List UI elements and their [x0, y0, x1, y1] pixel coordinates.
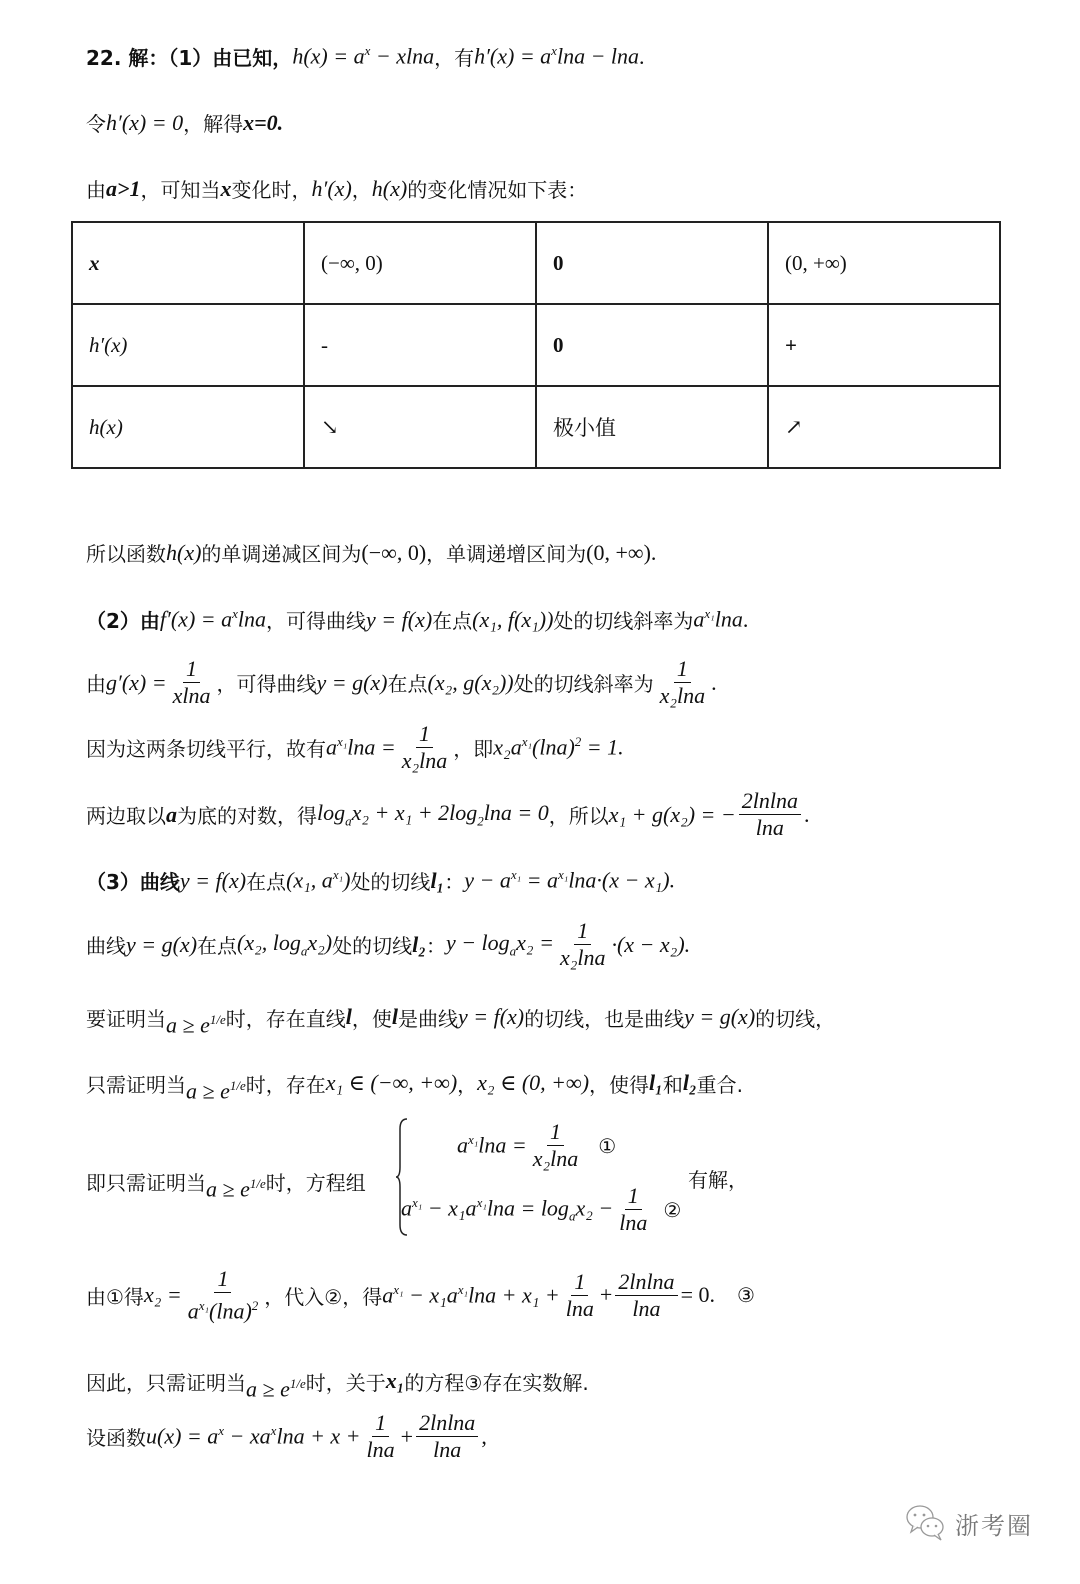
part3-line3: 要证明当 $a \ge e^{1/e}$ 时，存在直线 l ，使 l 是曲线 y = f(x) 的切线，也是曲线 y = g(x) 的切线，	[86, 1004, 836, 1038]
equation-system	[395, 1117, 685, 1237]
condition-expr: $a \ge e^{1/e}$	[246, 1376, 306, 1402]
part2-line3: 因为这两条切线平行，故有 $a^{x_1}\ln a$ = $\frac{1}{\text{x₂lna}}$ ，即 $x_2a^{x_1}(\ln a)^2 = 1$.	[86, 721, 624, 773]
table-row-derivative	[72, 304, 1000, 386]
fraction: $\frac{2lnlna}{\ln a}$	[416, 1410, 478, 1463]
solution-header-line: 22. 解：（1）由已知， $h(x) = a^x - xlna$ ，有 $h'(x) = a^x\ln a - \ln a$ .	[86, 43, 645, 70]
table-intro-line: 由 a>1 ，可知当 x 变化时， h′(x) ， h(x) 的变化情况如下表：	[86, 175, 588, 202]
equation-1: $a^{x_1}\ln a$ = $\frac{1}{\text{x₂lna}}$ ①	[457, 1119, 617, 1171]
h-definition: $h(x) = a^x - xlna$	[292, 43, 435, 69]
fraction: $\frac{2lnlna}{\ln a}$	[739, 788, 801, 841]
fraction: $\frac{1}{\ln a}$	[565, 1268, 594, 1321]
part3-line7: 因此，只需证明当 $a \ge e^{1/e}$ 时，关于 x₁ 的方程③存在实数解.	[86, 1368, 589, 1402]
fraction: $\frac{1}{xlna}$	[172, 656, 211, 708]
h-derivative: $h'(x) = a^x\ln a - \ln a$	[474, 43, 640, 69]
condition-expr: $a \ge e^{1/e}$	[166, 1012, 226, 1038]
watermark-text: 浙考圈	[955, 1511, 1033, 1540]
table-cell: x	[72, 222, 304, 304]
table-row-x	[72, 222, 1000, 304]
table-cell: +	[768, 304, 1000, 386]
fraction: $\frac{1}{\ln a}$	[366, 1410, 395, 1462]
part3-line2: 曲线 y = g(x) 在点 (x₂, $\log_ax_2$) 处的切线 l₂ ： $y - \log_ax_2$ = $\frac{1}{\text{x₂lna}}$ ·(x − x₂).	[86, 918, 691, 970]
watermark	[905, 1503, 1033, 1543]
fraction: $\frac{2lnlna}{\ln a}$	[615, 1269, 677, 1322]
part2-line4: 两边取以 a 为底的对数，得 $\log_ax_2 + x_1 + 2\log_2\ln a = 0$ ，所以 x₁ + g(x₂) = − $\frac{2lnlna}{\ln a}$ .	[86, 788, 810, 840]
part3-line5: 即只需证明当 $a \ge e^{1/e}$ 时，方程组	[86, 1170, 366, 1202]
part2-line1: （2）由 $f'(x) = a^x\ln a$ ，可得曲线 y = f(x) 在点 (x₁, f(x₁)) 处的切线斜率为 $a^{x_1}\ln a$ .	[86, 606, 749, 633]
monotonic-intervals-line: 所以函数 h(x) 的单调递减区间为 (−∞, 0) ，单调递增区间为 (0, +∞) .	[86, 539, 657, 566]
problem-number-label: 22. 解：（1）由已知，	[86, 46, 293, 70]
critical-point-line: 令 h′(x) = 0 ，解得 x=0.	[86, 109, 284, 136]
fraction: $\frac{1}{\text{x₂lna}}$	[559, 918, 606, 970]
table-cell: 极小值	[536, 386, 768, 468]
fraction: $\frac{1}{\text{x₂lna}}$	[401, 721, 448, 773]
equation-2: $a^{x_1} - x_1a^{x_1}\ln a = \log_ax_2$ − $\frac{1}{\ln a}$ ②	[401, 1183, 682, 1235]
condition-expr: $a \ge e^{1/e}$	[186, 1078, 246, 1104]
has-solution-text: 有解，	[688, 1168, 748, 1192]
table-cell: -	[304, 304, 536, 386]
part3-line4: 只需证明当 $a \ge e^{1/e}$ 时，存在 x₁ ∈ (−∞, +∞) ， x₂ ∈ (0, +∞) ，使得 l₁ 和 l₂ 重合.	[86, 1070, 743, 1104]
equation-tag: ③	[736, 1283, 755, 1308]
table-cell: 0	[536, 222, 768, 304]
decreasing-arrow-icon: ↘	[304, 386, 536, 468]
fraction: $\frac{1}{\text{x₂lna}}$	[659, 656, 706, 708]
table-row-function	[72, 386, 1000, 468]
table-cell: 0	[536, 304, 768, 386]
condition-expr: $a \ge e^{1/e}$	[206, 1176, 266, 1202]
wechat-icon	[905, 1503, 947, 1543]
part3-line1: （3）曲线 y = f(x) 在点 (x₁, $a^{x_1}$) 处的切线 l₁ ： $y - a^{x_1} = a^{x_1}\ln a\cdot(x - x_1)$.	[86, 867, 676, 894]
table-cell: (0, +∞)	[768, 222, 1000, 304]
fraction: $\frac{1}{\text{x₂lna}}$	[532, 1119, 579, 1171]
monotonicity-table	[71, 221, 1001, 469]
part3-line6: 由①得 x₂ = $\frac{1}{a^{x_1}(\ln a)^2}$ ，代入②，得 $a^{x_1} - x_1a^{x_1}\ln a + x_1$ + $\frac{1}{\ln a}$ + $\frac{2lnlna}{\ln a}$ = 0. ③	[86, 1266, 755, 1324]
part2-line2: 由 g′(x) = $\frac{1}{xlna}$ ，可得曲线 y = g(x) 在点 (x₂, g(x₂)) 处的切线斜率为 $\frac{1}{\text{x₂lna}}$ .	[86, 656, 717, 708]
table-cell: h(x)	[72, 386, 304, 468]
fraction: $\frac{1}{a^{x_1}(\ln a)^2}$	[187, 1266, 259, 1324]
fraction: $\frac{1}{\ln a}$	[619, 1183, 648, 1235]
table-cell: (−∞, 0)	[304, 222, 536, 304]
part3-line8: 设函数 $u(x) = a^x - xa^x\ln a + x$ + $\frac{1}{\ln a}$ + $\frac{2lnlna}{\ln a}$ ,	[86, 1410, 487, 1462]
increasing-arrow-icon: ↗	[768, 386, 1000, 468]
equation-tag: ①	[598, 1133, 617, 1158]
table-cell: h′(x)	[72, 304, 304, 386]
equation-tag: ②	[663, 1197, 682, 1222]
